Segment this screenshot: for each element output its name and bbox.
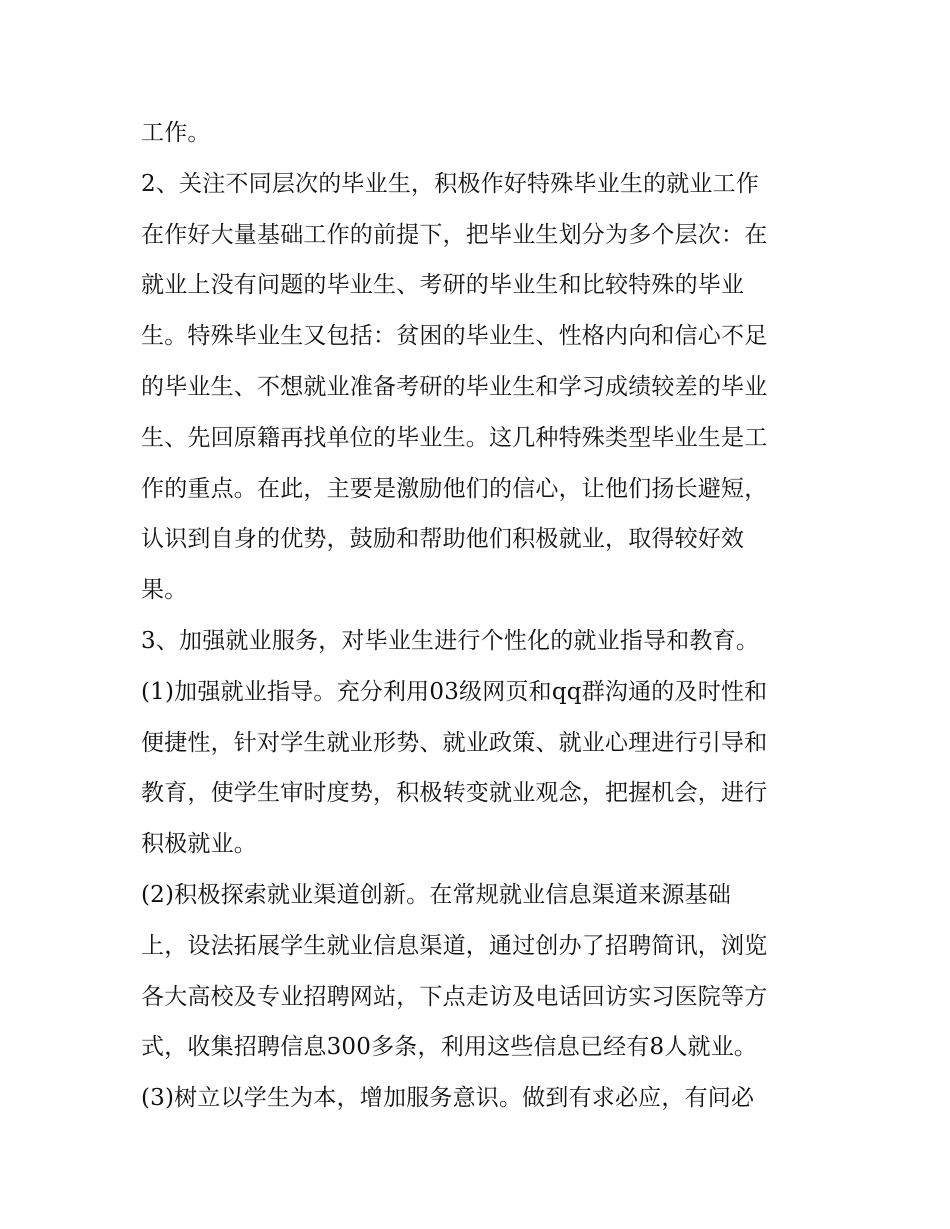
text-line: (3)树立以学生为本，增加服务意识。做到有求必应，有问必 [141,1085,755,1112]
text-line: 作的重点。在此，主要是激励他们的信心，让他们扬长避短， [141,475,768,502]
text-line: 上，设法拓展学生就业信息渠道，通过创办了招聘简讯，浏览 [141,932,768,959]
text-line: 生、先回原籍再找单位的毕业生。这几种特殊类型毕业生是工 [141,424,768,451]
text-line: (1)加强就业指导。充分利用03级网页和qq群沟通的及时性和 [141,678,768,705]
text-line: (2)积极探索就业渠道创新。在常规就业信息渠道来源基础 [141,881,731,908]
text-line: 教育，使学生审时度势，积极转变就业观念，把握机会，进行 [141,780,768,807]
text-line: 工作。 [141,120,211,146]
text-line: 果。 [141,577,188,604]
text-line: 在作好大量基础工作的前提下，把毕业生划分为多个层次：在 [141,221,768,248]
text-line: 生。特殊毕业生又包括：贫困的毕业生、性格内向和信心不足 [141,323,768,350]
text-line: 式，收集招聘信息300多条，利用这些信息已经有8人就业。 [141,1034,758,1061]
text-line: 各大高校及专业招聘网站，下点走访及电话回访实习医院等方 [141,983,768,1010]
document-body [141,108,821,1124]
text-line: 2、关注不同层次的毕业生，积极作好特殊毕业生的就业工作 [141,170,760,197]
text-line: 3、加强就业服务，对毕业生进行个性化的就业指导和教育。 [141,627,760,654]
text-line: 就业上没有问题的毕业生、考研的毕业生和比较特殊的毕业 [141,272,745,299]
text-line: 便捷性，针对学生就业形势、就业政策、就业心理进行引导和 [141,729,768,756]
text-line: 积极就业。 [141,831,257,858]
text-line: 认识到自身的优势，鼓励和帮助他们积极就业，取得较好效 [141,526,745,553]
text-line: 的毕业生、不想就业准备考研的毕业生和学习成绩较差的毕业 [141,373,768,400]
